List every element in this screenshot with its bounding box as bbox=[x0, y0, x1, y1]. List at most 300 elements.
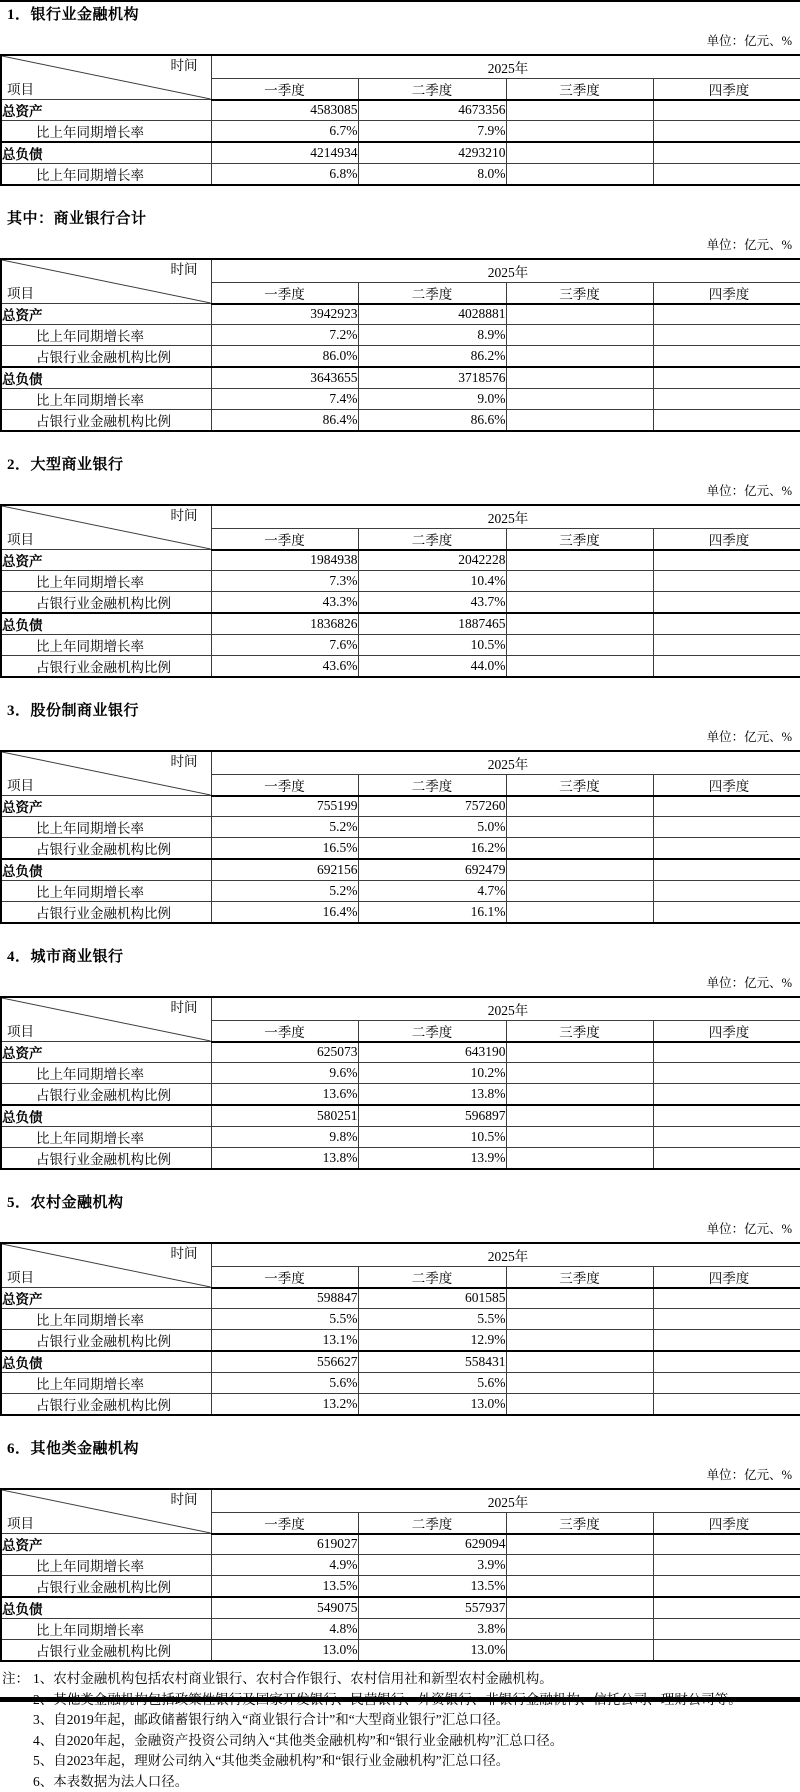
unit-label: 单位：亿元、% bbox=[0, 1468, 792, 1482]
value-cell: 598847 bbox=[211, 1288, 358, 1309]
value-cell: 1887465 bbox=[358, 613, 506, 635]
value-cell bbox=[506, 1042, 653, 1063]
value-cell: 7.2% bbox=[211, 325, 358, 346]
value-cell: 13.2% bbox=[211, 1394, 358, 1416]
value-cell: 86.6% bbox=[358, 410, 506, 432]
row-label: 占银行业金融机构比例 bbox=[1, 838, 211, 860]
row-label: 总负债 bbox=[1, 1351, 211, 1373]
row-label: 总负债 bbox=[1, 859, 211, 881]
value-cell bbox=[653, 1330, 800, 1352]
value-cell bbox=[506, 592, 653, 614]
value-cell bbox=[506, 100, 653, 121]
diagonal-header-cell bbox=[1, 259, 211, 304]
value-cell: 755199 bbox=[211, 796, 358, 817]
table-row bbox=[1, 613, 800, 635]
value-cell: 43.6% bbox=[211, 656, 358, 678]
table-row bbox=[1, 1042, 800, 1063]
item-axis-label: 项目 bbox=[7, 532, 34, 547]
value-cell bbox=[653, 1042, 800, 1063]
value-cell bbox=[506, 571, 653, 592]
value-cell bbox=[506, 1555, 653, 1576]
diagonal-header-cell bbox=[1, 505, 211, 550]
quarter-header: 二季度 bbox=[358, 774, 506, 796]
time-axis-label: 时间 bbox=[171, 754, 198, 769]
diagonal-header-cell bbox=[1, 1489, 211, 1534]
value-cell: 12.9% bbox=[358, 1330, 506, 1352]
table-body bbox=[1, 550, 800, 678]
value-cell: 629094 bbox=[358, 1534, 506, 1555]
value-cell: 10.5% bbox=[358, 635, 506, 656]
value-cell bbox=[506, 902, 653, 924]
diagonal-header-cell bbox=[1, 997, 211, 1042]
quarter-header: 四季度 bbox=[653, 1512, 800, 1534]
table-row bbox=[1, 902, 800, 924]
row-label: 比上年同期增长率 bbox=[1, 635, 211, 656]
row-label: 比上年同期增长率 bbox=[1, 1127, 211, 1148]
section bbox=[0, 703, 800, 924]
value-cell: 13.0% bbox=[211, 1640, 358, 1662]
value-cell bbox=[506, 1576, 653, 1598]
value-cell: 5.0% bbox=[358, 817, 506, 838]
value-cell bbox=[506, 1619, 653, 1640]
quarter-header: 四季度 bbox=[653, 78, 800, 100]
row-label: 占银行业金融机构比例 bbox=[1, 902, 211, 924]
quarterly-data-table bbox=[0, 54, 800, 186]
value-cell bbox=[653, 367, 800, 389]
value-cell: 619027 bbox=[211, 1534, 358, 1555]
row-label: 占银行业金融机构比例 bbox=[1, 656, 211, 678]
value-cell bbox=[506, 1330, 653, 1352]
value-cell: 16.4% bbox=[211, 902, 358, 924]
table-row bbox=[1, 389, 800, 410]
value-cell: 6.7% bbox=[211, 121, 358, 143]
value-cell bbox=[506, 325, 653, 346]
table-row bbox=[1, 1127, 800, 1148]
footnote-prefix: 注： bbox=[2, 1669, 29, 1690]
value-cell bbox=[653, 656, 800, 678]
value-cell bbox=[506, 859, 653, 881]
year-header: 2025年 bbox=[211, 1489, 800, 1512]
value-cell bbox=[653, 1127, 800, 1148]
table-row bbox=[1, 164, 800, 186]
value-cell bbox=[653, 1597, 800, 1619]
value-cell: 5.5% bbox=[358, 1309, 506, 1330]
item-axis-label: 项目 bbox=[7, 1270, 34, 1285]
section bbox=[0, 211, 800, 432]
value-cell bbox=[653, 1288, 800, 1309]
quarter-header: 三季度 bbox=[506, 1512, 653, 1534]
row-label: 总资产 bbox=[1, 1288, 211, 1309]
unit-label: 单位：亿元、% bbox=[0, 730, 792, 744]
table-row bbox=[1, 838, 800, 860]
table-row bbox=[1, 881, 800, 902]
row-label: 比上年同期增长率 bbox=[1, 325, 211, 346]
value-cell bbox=[653, 346, 800, 368]
section-title: 其中：商业银行合计 bbox=[7, 211, 800, 228]
quarter-header: 四季度 bbox=[653, 282, 800, 304]
value-cell bbox=[506, 1063, 653, 1084]
quarter-header: 二季度 bbox=[358, 1266, 506, 1288]
value-cell: 13.0% bbox=[358, 1394, 506, 1416]
table-row bbox=[1, 796, 800, 817]
value-cell: 1984938 bbox=[211, 550, 358, 571]
table-body bbox=[1, 796, 800, 924]
value-cell: 4293210 bbox=[358, 142, 506, 164]
value-cell: 5.6% bbox=[211, 1373, 358, 1394]
row-label: 总负债 bbox=[1, 142, 211, 164]
value-cell bbox=[506, 1148, 653, 1170]
row-label: 占银行业金融机构比例 bbox=[1, 1084, 211, 1106]
item-axis-label: 项目 bbox=[7, 286, 34, 301]
row-label: 占银行业金融机构比例 bbox=[1, 346, 211, 368]
value-cell bbox=[506, 1597, 653, 1619]
value-cell: 643190 bbox=[358, 1042, 506, 1063]
value-cell bbox=[506, 346, 653, 368]
quarter-header: 二季度 bbox=[358, 1512, 506, 1534]
value-cell: 580251 bbox=[211, 1105, 358, 1127]
quarter-header: 一季度 bbox=[211, 528, 358, 550]
value-cell bbox=[506, 410, 653, 432]
quarterly-data-table bbox=[0, 750, 800, 924]
time-axis-label: 时间 bbox=[171, 1246, 198, 1261]
year-header: 2025年 bbox=[211, 55, 800, 78]
value-cell bbox=[653, 613, 800, 635]
table-row bbox=[1, 571, 800, 592]
value-cell: 13.5% bbox=[358, 1576, 506, 1598]
table-row bbox=[1, 656, 800, 678]
row-label: 占银行业金融机构比例 bbox=[1, 592, 211, 614]
row-label: 总资产 bbox=[1, 1042, 211, 1063]
value-cell bbox=[506, 656, 653, 678]
value-cell bbox=[506, 1084, 653, 1106]
value-cell bbox=[653, 1394, 800, 1416]
row-label: 占银行业金融机构比例 bbox=[1, 1148, 211, 1170]
value-cell bbox=[653, 1640, 800, 1662]
quarter-header: 四季度 bbox=[653, 1266, 800, 1288]
value-cell: 13.9% bbox=[358, 1148, 506, 1170]
row-label: 占银行业金融机构比例 bbox=[1, 1394, 211, 1416]
value-cell: 4673356 bbox=[358, 100, 506, 121]
value-cell: 4.8% bbox=[211, 1619, 358, 1640]
row-label: 比上年同期增长率 bbox=[1, 121, 211, 143]
quarter-header: 二季度 bbox=[358, 282, 506, 304]
unit-label: 单位：亿元、% bbox=[0, 238, 792, 252]
value-cell bbox=[653, 1148, 800, 1170]
table-row bbox=[1, 635, 800, 656]
value-cell: 601585 bbox=[358, 1288, 506, 1309]
table-row bbox=[1, 367, 800, 389]
time-axis-label: 时间 bbox=[171, 262, 198, 277]
table-header-row-year bbox=[1, 997, 800, 1020]
value-cell: 13.6% bbox=[211, 1084, 358, 1106]
row-label: 总资产 bbox=[1, 796, 211, 817]
unit-label: 单位：亿元、% bbox=[0, 976, 792, 990]
quarter-header: 三季度 bbox=[506, 1266, 653, 1288]
section bbox=[0, 949, 800, 1170]
quarter-header: 四季度 bbox=[653, 774, 800, 796]
value-cell: 4.9% bbox=[211, 1555, 358, 1576]
quarter-header: 三季度 bbox=[506, 774, 653, 796]
year-header: 2025年 bbox=[211, 505, 800, 528]
value-cell: 43.3% bbox=[211, 592, 358, 614]
value-cell: 8.0% bbox=[358, 164, 506, 186]
value-cell: 16.5% bbox=[211, 838, 358, 860]
table-body bbox=[1, 1288, 800, 1416]
row-label: 总资产 bbox=[1, 550, 211, 571]
quarter-header: 四季度 bbox=[653, 1020, 800, 1042]
row-label: 比上年同期增长率 bbox=[1, 1063, 211, 1084]
quarter-header: 一季度 bbox=[211, 1266, 358, 1288]
row-label: 占银行业金融机构比例 bbox=[1, 1640, 211, 1662]
value-cell bbox=[653, 164, 800, 186]
row-label: 比上年同期增长率 bbox=[1, 881, 211, 902]
quarterly-data-table bbox=[0, 996, 800, 1170]
value-cell bbox=[653, 389, 800, 410]
quarterly-data-table bbox=[0, 1488, 800, 1662]
sections-container bbox=[0, 7, 800, 1662]
value-cell: 13.8% bbox=[211, 1148, 358, 1170]
value-cell: 10.4% bbox=[358, 571, 506, 592]
value-cell: 7.3% bbox=[211, 571, 358, 592]
value-cell bbox=[653, 1084, 800, 1106]
value-cell: 4214934 bbox=[211, 142, 358, 164]
table-row bbox=[1, 1640, 800, 1662]
value-cell bbox=[506, 1288, 653, 1309]
value-cell: 7.6% bbox=[211, 635, 358, 656]
quarter-header: 二季度 bbox=[358, 78, 506, 100]
value-cell bbox=[506, 817, 653, 838]
value-cell: 596897 bbox=[358, 1105, 506, 1127]
value-cell: 5.5% bbox=[211, 1309, 358, 1330]
value-cell bbox=[506, 1534, 653, 1555]
table-row bbox=[1, 304, 800, 325]
value-cell: 9.0% bbox=[358, 389, 506, 410]
value-cell bbox=[653, 881, 800, 902]
quarter-header: 三季度 bbox=[506, 1020, 653, 1042]
quarterly-data-table bbox=[0, 258, 800, 432]
table-row bbox=[1, 1288, 800, 1309]
row-label: 比上年同期增长率 bbox=[1, 571, 211, 592]
value-cell: 3718576 bbox=[358, 367, 506, 389]
quarter-header: 二季度 bbox=[358, 528, 506, 550]
value-cell: 4.7% bbox=[358, 881, 506, 902]
value-cell: 7.9% bbox=[358, 121, 506, 143]
value-cell: 549075 bbox=[211, 1597, 358, 1619]
value-cell bbox=[653, 859, 800, 881]
value-cell: 1836826 bbox=[211, 613, 358, 635]
value-cell bbox=[653, 902, 800, 924]
quarter-header: 一季度 bbox=[211, 1020, 358, 1042]
value-cell bbox=[653, 304, 800, 325]
year-header: 2025年 bbox=[211, 1243, 800, 1266]
row-label: 总负债 bbox=[1, 367, 211, 389]
value-cell bbox=[506, 1394, 653, 1416]
row-label: 总资产 bbox=[1, 304, 211, 325]
value-cell bbox=[653, 410, 800, 432]
quarter-header: 三季度 bbox=[506, 282, 653, 304]
value-cell: 3643655 bbox=[211, 367, 358, 389]
value-cell bbox=[653, 100, 800, 121]
table-header-row-year bbox=[1, 751, 800, 774]
table-row bbox=[1, 1394, 800, 1416]
year-header: 2025年 bbox=[211, 751, 800, 774]
value-cell: 3942923 bbox=[211, 304, 358, 325]
value-cell bbox=[653, 796, 800, 817]
value-cell bbox=[653, 1373, 800, 1394]
footnote-line: 1、农村金融机构包括农村商业银行、农村合作银行、农村信用社和新型农村金融机构。 bbox=[33, 1669, 800, 1690]
value-cell: 692156 bbox=[211, 859, 358, 881]
value-cell bbox=[506, 142, 653, 164]
table-row bbox=[1, 1597, 800, 1619]
section-title: 6．其他类金融机构 bbox=[7, 1441, 800, 1458]
value-cell: 44.0% bbox=[358, 656, 506, 678]
unit-label: 单位：亿元、% bbox=[0, 484, 792, 498]
value-cell bbox=[506, 613, 653, 635]
value-cell: 86.2% bbox=[358, 346, 506, 368]
table-row bbox=[1, 550, 800, 571]
value-cell bbox=[653, 1105, 800, 1127]
footnote-line: 5、自2023年起，理财公司纳入“其他类金融机构”和“银行业金融机构”汇总口径。 bbox=[33, 1751, 800, 1772]
footnote-line: 6、本表数据为法人口径。 bbox=[33, 1772, 800, 1792]
sheet-top-border bbox=[0, 0, 800, 2]
value-cell bbox=[506, 304, 653, 325]
footnote-lines bbox=[33, 1669, 800, 1792]
time-axis-label: 时间 bbox=[171, 508, 198, 523]
table-body bbox=[1, 304, 800, 432]
year-header: 2025年 bbox=[211, 259, 800, 282]
table-header-row-year bbox=[1, 1243, 800, 1266]
value-cell bbox=[653, 635, 800, 656]
section-title: 5．农村金融机构 bbox=[7, 1195, 800, 1212]
table-row bbox=[1, 121, 800, 143]
value-cell bbox=[506, 1309, 653, 1330]
row-label: 比上年同期增长率 bbox=[1, 817, 211, 838]
item-axis-label: 项目 bbox=[7, 1024, 34, 1039]
table-header-row-year bbox=[1, 55, 800, 78]
value-cell: 4028881 bbox=[358, 304, 506, 325]
table-row bbox=[1, 859, 800, 881]
value-cell bbox=[653, 1534, 800, 1555]
value-cell bbox=[653, 550, 800, 571]
value-cell bbox=[506, 1373, 653, 1394]
quarter-header: 三季度 bbox=[506, 528, 653, 550]
table-row bbox=[1, 1309, 800, 1330]
value-cell bbox=[653, 142, 800, 164]
footnote-line: 4、自2020年起，金融资产投资公司纳入“其他类金融机构”和“银行业金融机构”汇总口径。 bbox=[33, 1731, 800, 1752]
value-cell: 5.2% bbox=[211, 881, 358, 902]
value-cell bbox=[653, 838, 800, 860]
row-label: 比上年同期增长率 bbox=[1, 1373, 211, 1394]
table-row bbox=[1, 346, 800, 368]
table-row bbox=[1, 1555, 800, 1576]
quarter-header: 二季度 bbox=[358, 1020, 506, 1042]
time-axis-label: 时间 bbox=[171, 58, 198, 73]
value-cell bbox=[506, 121, 653, 143]
table-row bbox=[1, 817, 800, 838]
value-cell bbox=[653, 325, 800, 346]
time-axis-label: 时间 bbox=[171, 1492, 198, 1507]
value-cell bbox=[653, 1063, 800, 1084]
table-row bbox=[1, 1576, 800, 1598]
diagonal-header-cell bbox=[1, 751, 211, 796]
value-cell bbox=[506, 389, 653, 410]
section bbox=[0, 1441, 800, 1662]
value-cell: 692479 bbox=[358, 859, 506, 881]
value-cell: 86.0% bbox=[211, 346, 358, 368]
time-axis-label: 时间 bbox=[171, 1000, 198, 1015]
value-cell bbox=[506, 881, 653, 902]
value-cell: 43.7% bbox=[358, 592, 506, 614]
value-cell bbox=[653, 1576, 800, 1598]
value-cell bbox=[506, 1127, 653, 1148]
section bbox=[0, 7, 800, 186]
value-cell bbox=[653, 121, 800, 143]
value-cell bbox=[653, 571, 800, 592]
value-cell: 86.4% bbox=[211, 410, 358, 432]
item-axis-label: 项目 bbox=[7, 778, 34, 793]
table-row bbox=[1, 100, 800, 121]
value-cell bbox=[506, 1640, 653, 1662]
value-cell bbox=[506, 838, 653, 860]
section bbox=[0, 457, 800, 678]
value-cell: 5.6% bbox=[358, 1373, 506, 1394]
section bbox=[0, 1195, 800, 1416]
table-row bbox=[1, 1063, 800, 1084]
table-header-row-year bbox=[1, 505, 800, 528]
footnote-line: 3、自2019年起，邮政储蓄银行纳入“商业银行合计”和“大型商业银行”汇总口径。 bbox=[33, 1710, 800, 1731]
table-row bbox=[1, 1619, 800, 1640]
row-label: 总负债 bbox=[1, 1597, 211, 1619]
quarter-header: 一季度 bbox=[211, 282, 358, 304]
table-body bbox=[1, 1534, 800, 1662]
value-cell bbox=[653, 1351, 800, 1373]
value-cell: 13.1% bbox=[211, 1330, 358, 1352]
quarter-header: 一季度 bbox=[211, 78, 358, 100]
value-cell: 10.2% bbox=[358, 1063, 506, 1084]
diagonal-header-cell bbox=[1, 55, 211, 100]
value-cell bbox=[653, 817, 800, 838]
quarterly-data-table bbox=[0, 504, 800, 678]
section-title: 1．银行业金融机构 bbox=[7, 7, 800, 24]
quarter-header: 三季度 bbox=[506, 78, 653, 100]
section-title: 2．大型商业银行 bbox=[7, 457, 800, 474]
table-row bbox=[1, 1373, 800, 1394]
row-label: 比上年同期增长率 bbox=[1, 389, 211, 410]
table-row bbox=[1, 1084, 800, 1106]
value-cell bbox=[653, 592, 800, 614]
quarterly-data-table bbox=[0, 1242, 800, 1416]
unit-label: 单位：亿元、% bbox=[0, 1222, 792, 1236]
value-cell: 16.1% bbox=[358, 902, 506, 924]
quarter-header: 四季度 bbox=[653, 528, 800, 550]
row-label: 比上年同期增长率 bbox=[1, 1619, 211, 1640]
table-row bbox=[1, 1105, 800, 1127]
value-cell: 8.9% bbox=[358, 325, 506, 346]
value-cell: 558431 bbox=[358, 1351, 506, 1373]
section-title: 4．城市商业银行 bbox=[7, 949, 800, 966]
value-cell: 5.2% bbox=[211, 817, 358, 838]
table-header-row-year bbox=[1, 259, 800, 282]
section-title: 3．股份制商业银行 bbox=[7, 703, 800, 720]
value-cell bbox=[506, 1105, 653, 1127]
value-cell: 13.8% bbox=[358, 1084, 506, 1106]
table-row bbox=[1, 410, 800, 432]
value-cell bbox=[653, 1309, 800, 1330]
item-axis-label: 项目 bbox=[7, 1516, 34, 1531]
table-row bbox=[1, 1534, 800, 1555]
table-row bbox=[1, 1330, 800, 1352]
value-cell bbox=[506, 796, 653, 817]
